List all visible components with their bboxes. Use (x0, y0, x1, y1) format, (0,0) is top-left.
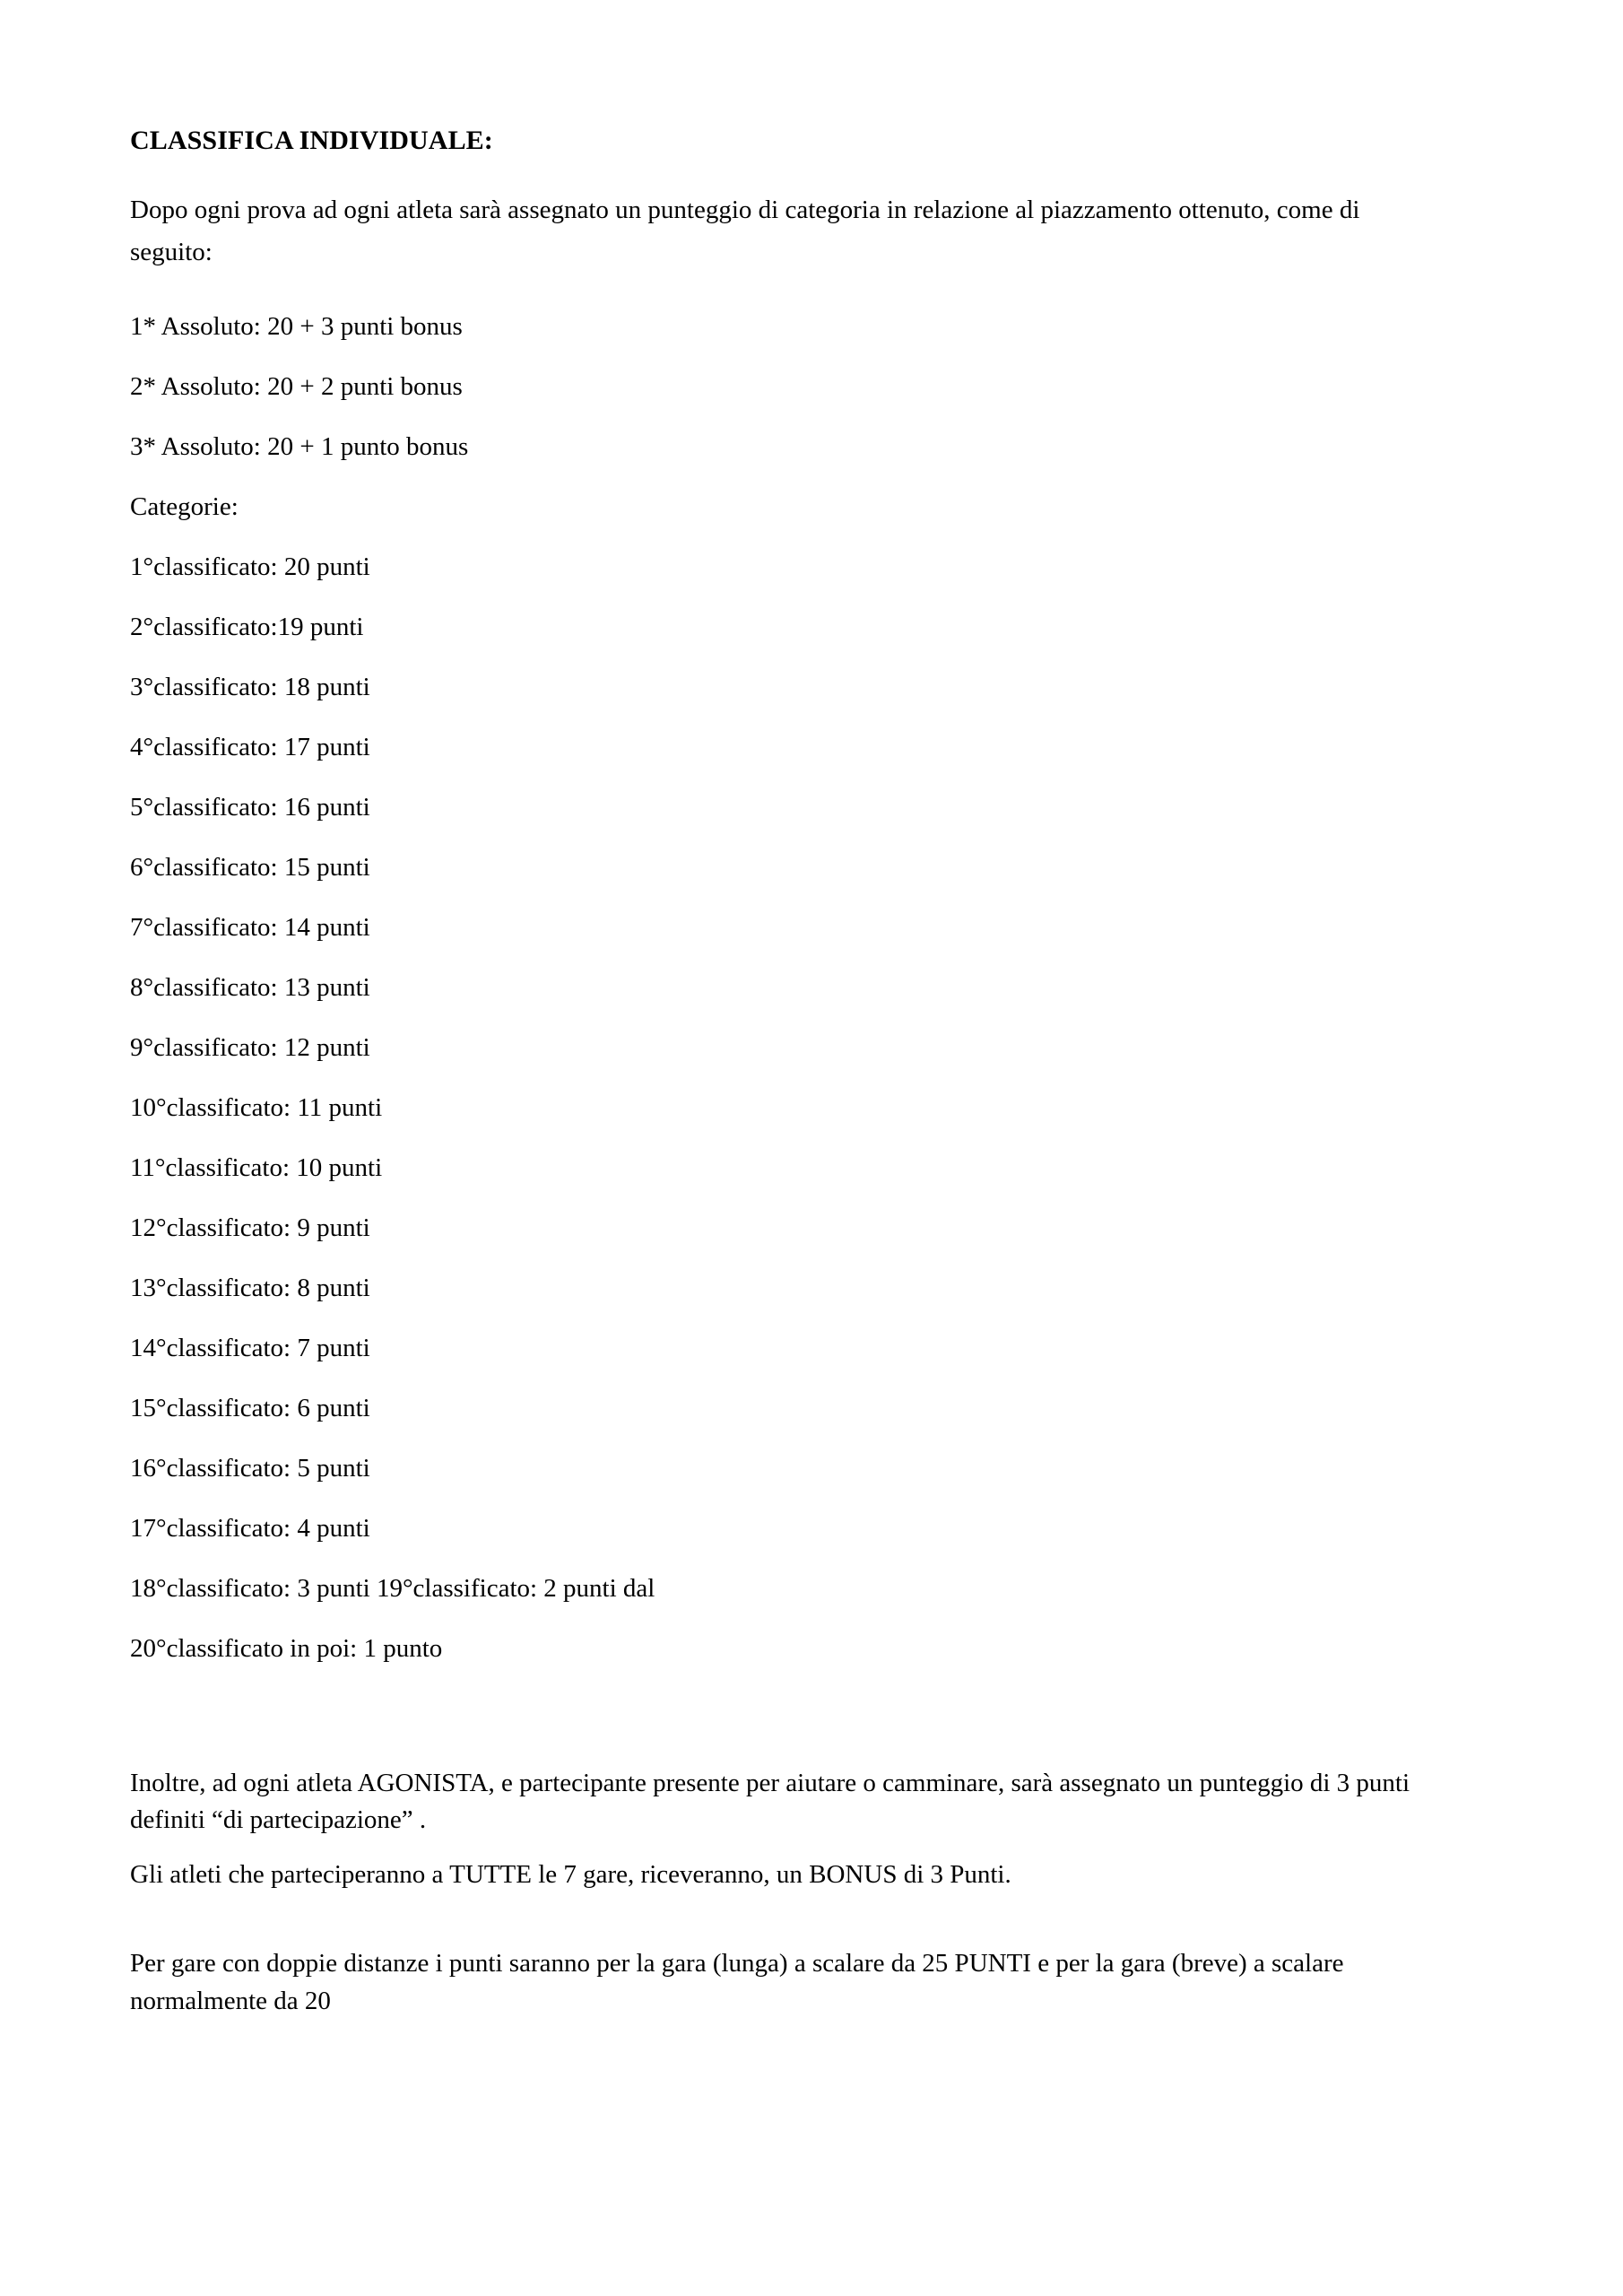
double-distance-paragraph: Per gare con doppie distanze i punti saranno per la gara (lunga) a scalare da 25 PUNTI e per la gara (breve) a scalare normalmente da 20 (130, 1949, 1344, 2015)
absolute-score-list (130, 297, 1466, 477)
list-item: 1* Assoluto: 20 + 3 punti bonus (130, 311, 463, 341)
categories-label: Categorie: (130, 491, 239, 521)
list-item: 7°classificato: 14 punti (130, 912, 370, 942)
list-item: 11°classificato: 10 punti (130, 1152, 383, 1182)
participation-paragraph: Inoltre, ad ogni atleta AGONISTA, e partecipante presente per aiutare o camminare, sarà assegnato un punteggio di 3 punti definiti “di partecipazione” . (130, 1768, 1410, 1835)
section-spacer (130, 1893, 1466, 1945)
list-item: 4°classificato: 17 punti (130, 732, 370, 761)
list-item: 2* Assoluto: 20 + 2 punti bonus (130, 371, 463, 401)
list-item: 13°classificato: 8 punti (130, 1273, 370, 1302)
list-item: 5°classificato: 16 punti (130, 792, 370, 822)
list-item: 3°classificato: 18 punti (130, 672, 370, 701)
list-item: 6°classificato: 15 punti (130, 852, 370, 882)
list-item: 12°classificato: 9 punti (130, 1213, 370, 1242)
list-item: 3* Assoluto: 20 + 1 punto bonus (130, 431, 469, 461)
list-item: 9°classificato: 12 punti (130, 1032, 370, 1062)
intro-paragraph: Dopo ogni prova ad ogni atleta sarà assegnato un punteggio di categoria in relazione al piazzamento ottenuto, come di seguito: (130, 196, 1360, 266)
list-item: 17°classificato: 4 punti (130, 1513, 370, 1543)
document-content (130, 126, 1466, 2020)
list-item: 8°classificato: 13 punti (130, 972, 370, 1002)
list-item: 14°classificato: 7 punti (130, 1333, 370, 1362)
page-title: CLASSIFICA INDIVIDUALE: (130, 126, 493, 155)
bonus-paragraph: Gli atleti che parteciperanno a TUTTE le 7 gare, riceveranno, un BONUS di 3 Punti. (130, 1860, 1011, 1890)
list-item: 15°classificato: 6 punti (130, 1393, 370, 1422)
category-score-list (130, 537, 1466, 1619)
list-item: 10°classificato: 11 punti (130, 1092, 383, 1122)
list-item: 16°classificato: 5 punti (130, 1453, 370, 1483)
final-rank-line: 20°classificato in poi: 1 punto (130, 1633, 443, 1663)
list-item: 1°classificato: 20 punti (130, 552, 370, 581)
list-item: 18°classificato: 3 punti 19°classificato: 2 punti dal (130, 1573, 655, 1603)
section-spacer (130, 1679, 1466, 1765)
list-item: 2°classificato:19 punti (130, 612, 364, 641)
